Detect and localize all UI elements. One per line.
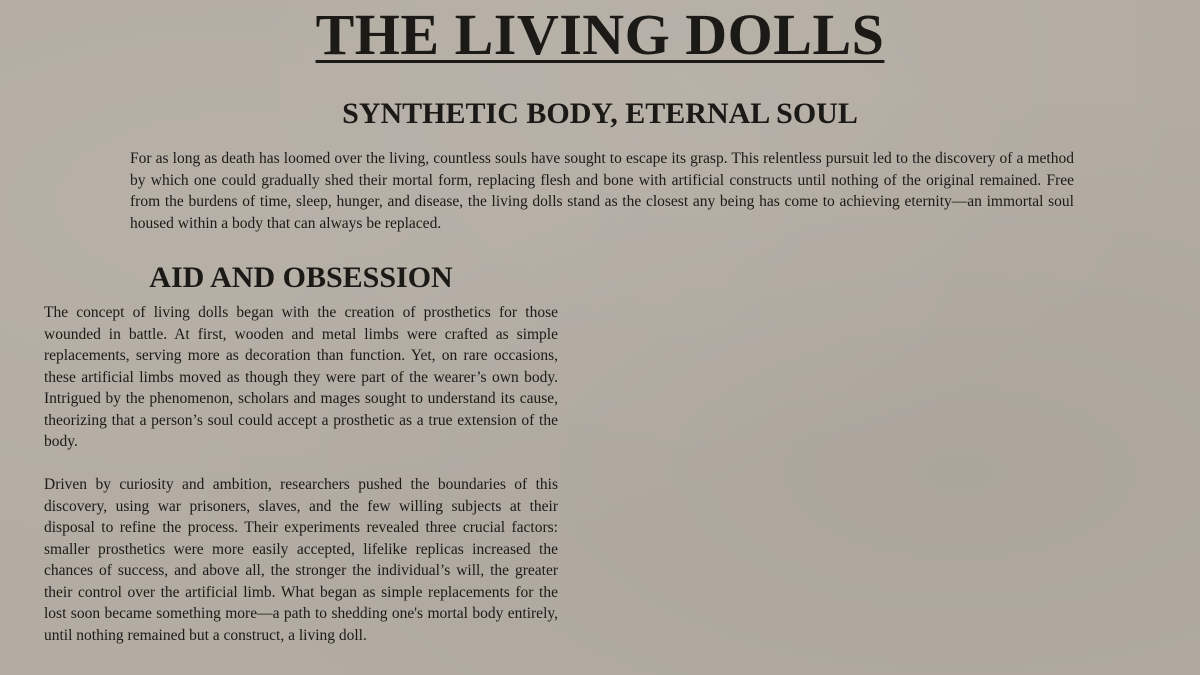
page-subtitle: SYNTHETIC BODY, ETERNAL SOUL [342,97,858,130]
section-body [44,302,558,668]
intro-paragraph: For as long as death has loomed over the living, countless souls have sought to escape its grasp. This relentless pursuit led to the discovery of a method by which one could gradually shed their mortal form, replacing flesh and bone with artificial constructs until nothing of the original remained. Free from the burdens of time, sleep, hunger, and disease, the living dolls stand as the closest any being has come to achieving eternity—an immortal soul housed within a body that can always be replaced. [130,150,1074,232]
page-title [0,0,1200,70]
section-paragraph: The concept of living dolls began with the creation of prosthetics for those wounded in battle. At first, wooden and metal limbs were crafted as simple replacements, serving more as decoration than function. Yet, on rare occasions, these artificial limbs moved as though they were part of the wearer’s own body. Intrigued by the phenomenon, scholars and mages sought to understand its cause, theorizing that a person’s soul could accept a prosthetic as a true extension of the body. [44,304,558,450]
section-heading: AID AND OBSESSION [149,261,453,294]
page-title-text: THE LIVING DOLLS [315,2,885,67]
section-paragraph: Driven by curiosity and ambition, researchers pushed the boundaries of this discovery, using war prisoners, slaves, and the few willing subjects at their disposal to refine the process. Their experiments revealed three crucial factors: smaller prosthetics were more easily accepted, lifelike replicas increased the chances of success, and above all, the stronger the individual’s will, the greater their control over the artificial limb. What began as simple replacements for the lost soon became something more—a path to shedding one's mortal body entirely, until nothing remained but a construct, a living doll. [44,476,558,644]
